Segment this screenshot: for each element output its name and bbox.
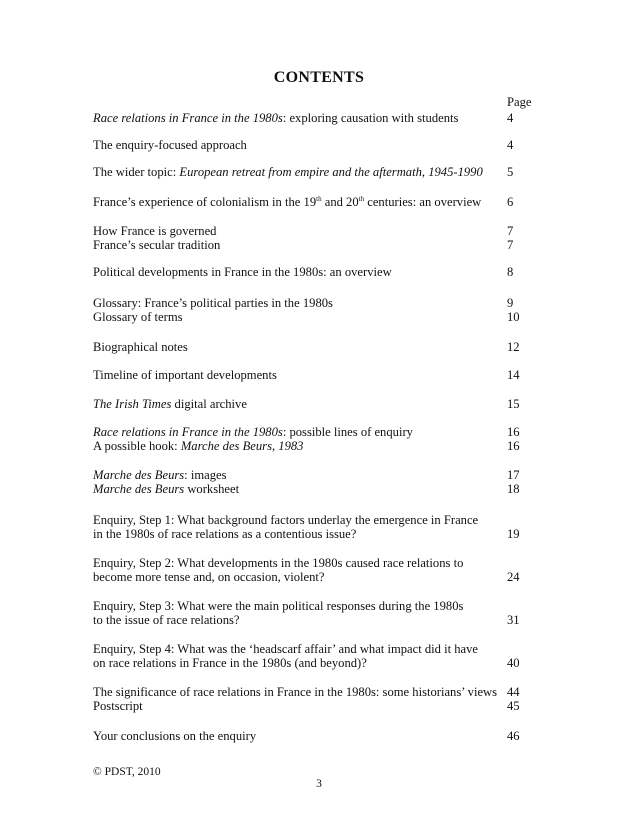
toc-entry-continuation: in the 1980s of race relations as a contentious issue? [93, 527, 357, 541]
toc-entry: Race relations in France in the 1980s: exploring causation with students [93, 111, 459, 125]
toc-page-number: 15 [507, 397, 520, 411]
page-title: CONTENTS [273, 69, 365, 86]
toc-entry: The enquiry-focused approach [93, 138, 247, 152]
toc-entry-continuation: become more tense and, on occasion, violent? [93, 570, 325, 584]
toc-page-number: 45 [507, 699, 520, 713]
toc-page-number: 7 [507, 224, 514, 238]
toc-page-number: 10 [507, 310, 520, 324]
toc-entry: Marche des Beurs: images [93, 468, 227, 482]
toc-page-number: 5 [507, 165, 514, 179]
toc-entry: Enquiry, Step 2: What developments in the 1980s caused race relations to [93, 556, 464, 570]
toc-page-number: 8 [507, 265, 514, 279]
page-column-label: Page [507, 95, 532, 109]
toc-page-number: 12 [507, 340, 520, 354]
toc-page-number: 44 [507, 685, 520, 699]
toc-entry: Enquiry, Step 3: What were the main political responses during the 1980s [93, 599, 464, 613]
toc-page-number: 4 [507, 138, 514, 152]
page-number: 3 [316, 778, 322, 790]
toc-page-number: 19 [507, 527, 520, 541]
toc-page-number: 18 [507, 482, 520, 496]
toc-entry-continuation: to the issue of race relations? [93, 613, 240, 627]
toc-entry: Your conclusions on the enquiry [93, 729, 257, 743]
toc-page-number: 9 [507, 296, 514, 310]
toc-entry: Marche des Beurs worksheet [93, 482, 240, 496]
toc-entry: A possible hook: Marche des Beurs, 1983 [93, 439, 304, 453]
toc-page-number: 4 [507, 111, 514, 125]
toc-entry: Glossary of terms [93, 310, 183, 324]
toc-entry: France’s secular tradition [93, 238, 221, 252]
toc-entry: The significance of race relations in France in the 1980s: some historians’ views [93, 685, 498, 699]
toc-page-number: 14 [507, 368, 520, 382]
toc-entry: The Irish Times digital archive [93, 397, 247, 411]
toc-entry: Political developments in France in the 1980s: an overview [93, 265, 392, 279]
toc-page-number: 24 [507, 570, 520, 584]
toc-entry: Enquiry, Step 1: What background factors underlay the emergence in France [93, 513, 479, 527]
toc-page-number: 17 [507, 468, 520, 482]
toc-entry: Postscript [93, 699, 143, 713]
toc-entry: Biographical notes [93, 340, 188, 354]
toc-page-number: 31 [507, 613, 520, 627]
toc-page-number: 46 [507, 729, 520, 743]
toc-page-number: 7 [507, 238, 514, 252]
toc-page-number: 6 [507, 195, 514, 209]
toc-entry: How France is governed [93, 224, 217, 238]
toc-entry: France’s experience of colonialism in the 19th and 20th centuries: an overview [93, 194, 482, 209]
toc-entry: Race relations in France in the 1980s: possible lines of enquiry [93, 425, 413, 439]
toc-entry: Timeline of important developments [93, 368, 277, 382]
toc-entry: Glossary: France’s political parties in the 1980s [93, 296, 333, 310]
toc-entry: Enquiry, Step 4: What was the ‘headscarf affair’ and what impact did it have [93, 642, 479, 656]
toc-page-number: 40 [507, 656, 520, 670]
toc-page-number: 16 [507, 439, 520, 453]
toc-page-number: 16 [507, 425, 520, 439]
toc-entry-continuation: on race relations in France in the 1980s (and beyond)? [93, 656, 367, 670]
copyright-notice: © PDST, 2010 [93, 766, 161, 778]
toc-entry: The wider topic: European retreat from empire and the aftermath, 1945-1990 [93, 165, 483, 179]
